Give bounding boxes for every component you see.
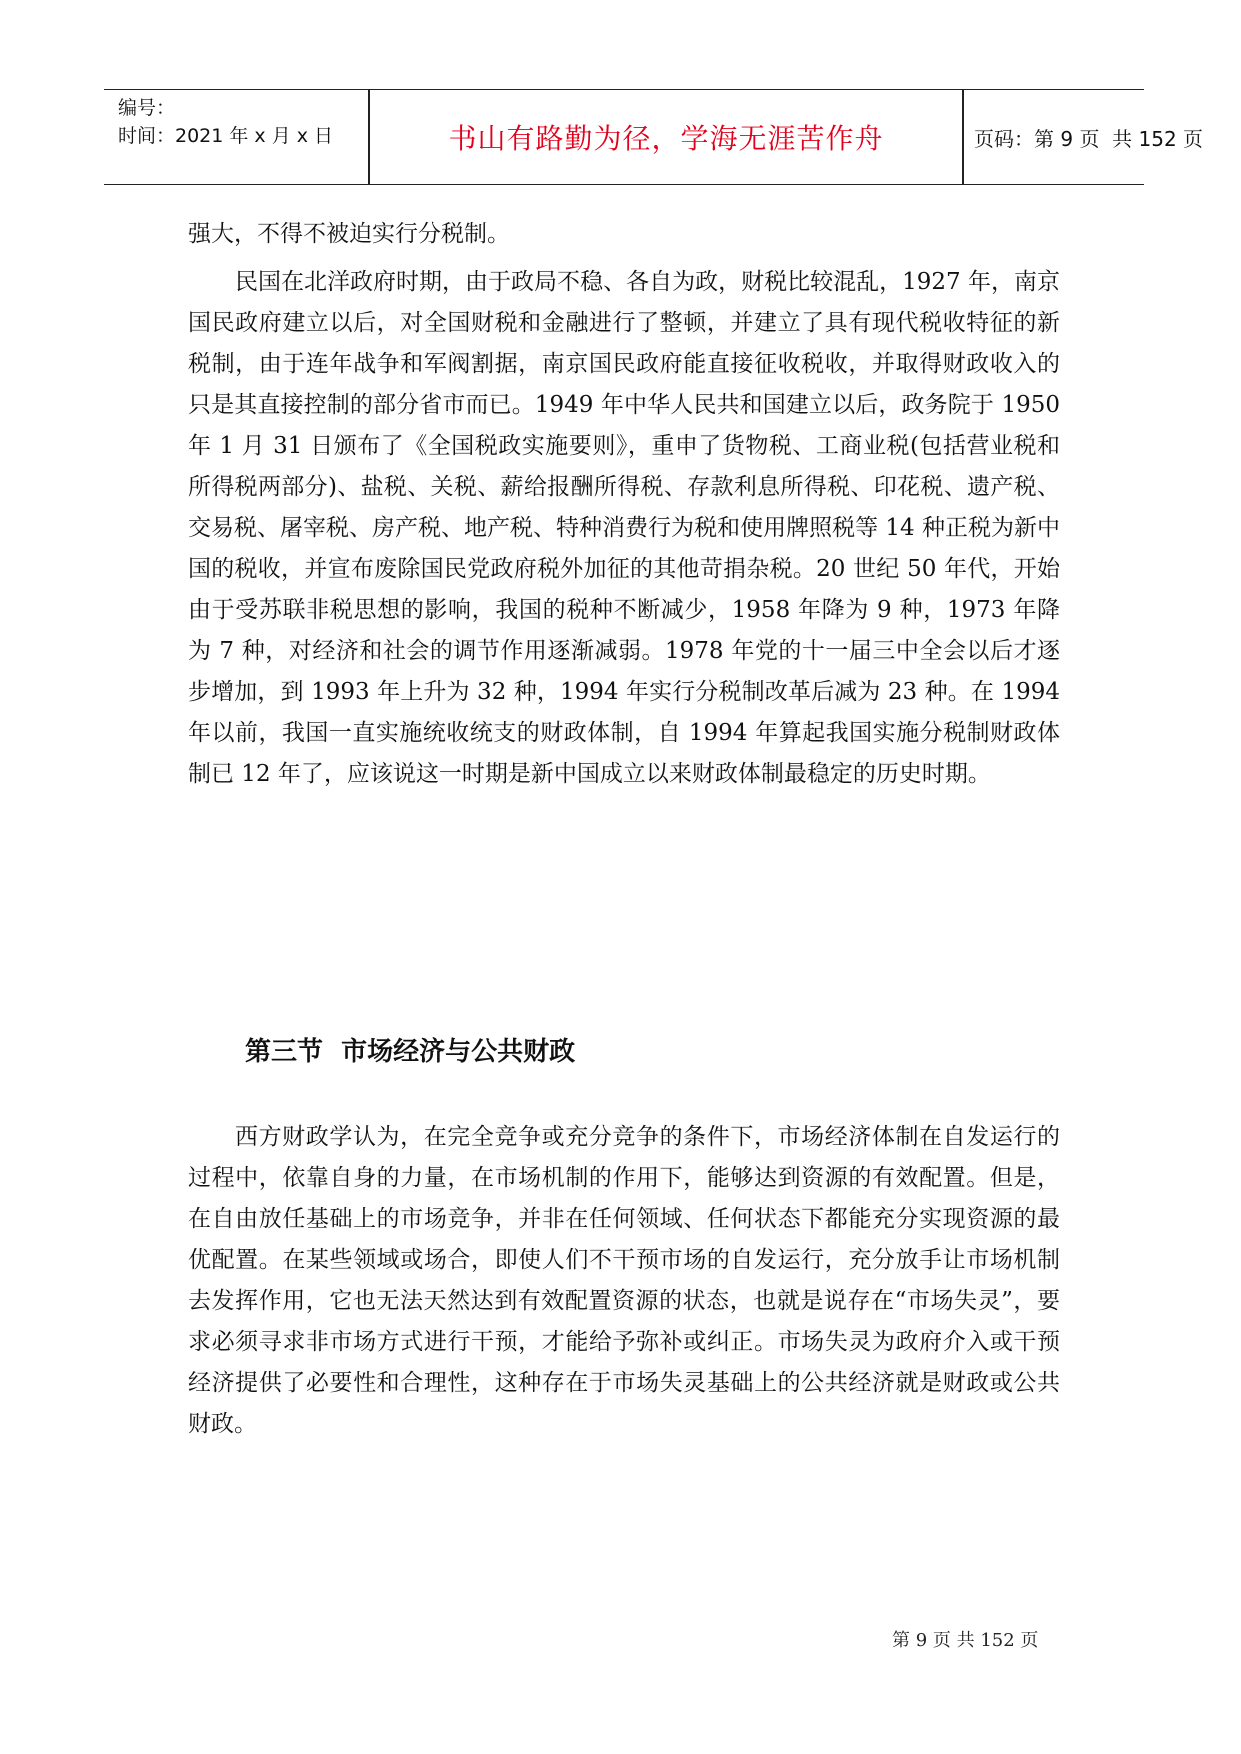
page-header [104,89,1204,185]
header-divider [962,90,964,184]
number-label: 编号： [118,97,176,119]
paragraph: 民国在北洋政府时期，由于政局不稳、各自为政，财税比较混乱，1927 年，南京国民政府建立以后，对全国财税和金融进行了整顿，并建立了具有现代税收特征的新税制，由于连年战争和军阀割据，南京国民政府能直接征收税收，并取得财政收入的只是其直接控制的部分省市而已。1949 年中华人民共和国建立以后，政务院于 1950 年 1 月 31 日颁布了《全国税政实施要则》，重申了货物税、工商业税(包括营业税和所得税两部分)、盐税、关税、薪给报酬所得税、存款利息所得税、印花税、遗产税、交易税、屠宰税、房产税、地产税、特种消费行为税和使用牌照税等 14 种正税为新中国的税收，并宣布废除国民党政府税外加征的其他苛捐杂税。20 世纪 50 年代，开始由于受苏联非税思想的影响，我国的税种不断减少，1958 年降为 9 种，1973 年降为 7 种，对经济和社会的调节作用逐渐减弱。1978 年党的十一届三中全会以后才逐步增加，到 1993 年上升为 32 种，1994 年实行分税制改革后减为 23 种。在 1994 年以前，我国一直实施统收统支的财政体制，自 1994 年算起我国实施分税制财政体制已 12 年了，应该说这一时期是新中国成立以来财政体制最稳定的历史时期。 [188,269,1060,787]
header-meta [118,94,358,150]
section-heading: 第三节 市场经济与公共财政 [245,1037,576,1067]
time-label: 时间：2021 年 x 月 x 日 [118,125,334,147]
header-motto: 书山有路勤为径，学海无涯苦作舟 [448,122,884,155]
paragraph: 强大，不得不被迫实行分税制。 [188,221,510,247]
page-footer: 第 9 页 共 152 页 [892,1630,1039,1651]
paragraph: 西方财政学认为，在完全竞争或充分竞争的条件下，市场经济体制在自发运行的过程中，依靠自身的力量，在市场机制的作用下，能够达到资源的有效配置。但是，在自由放任基础上的市场竞争，并非在任何领域、任何状态下都能充分实现资源的最优配置。在某些领域或场合，即使人们不干预市场的自发运行，充分放手让市场机制去发挥作用，它也无法天然达到有效配置资源的状态，也就是说存在“市场失灵”，要求必须寻求非市场方式进行干预，才能给予弥补或纠正。市场失灵为政府介入或干预经济提供了必要性和合理性，这种存在于市场失灵基础上的公共经济就是财政或公共财政。 [188,1124,1060,1437]
header-page-number: 页码：第 9 页 共 152 页 [974,126,1204,151]
